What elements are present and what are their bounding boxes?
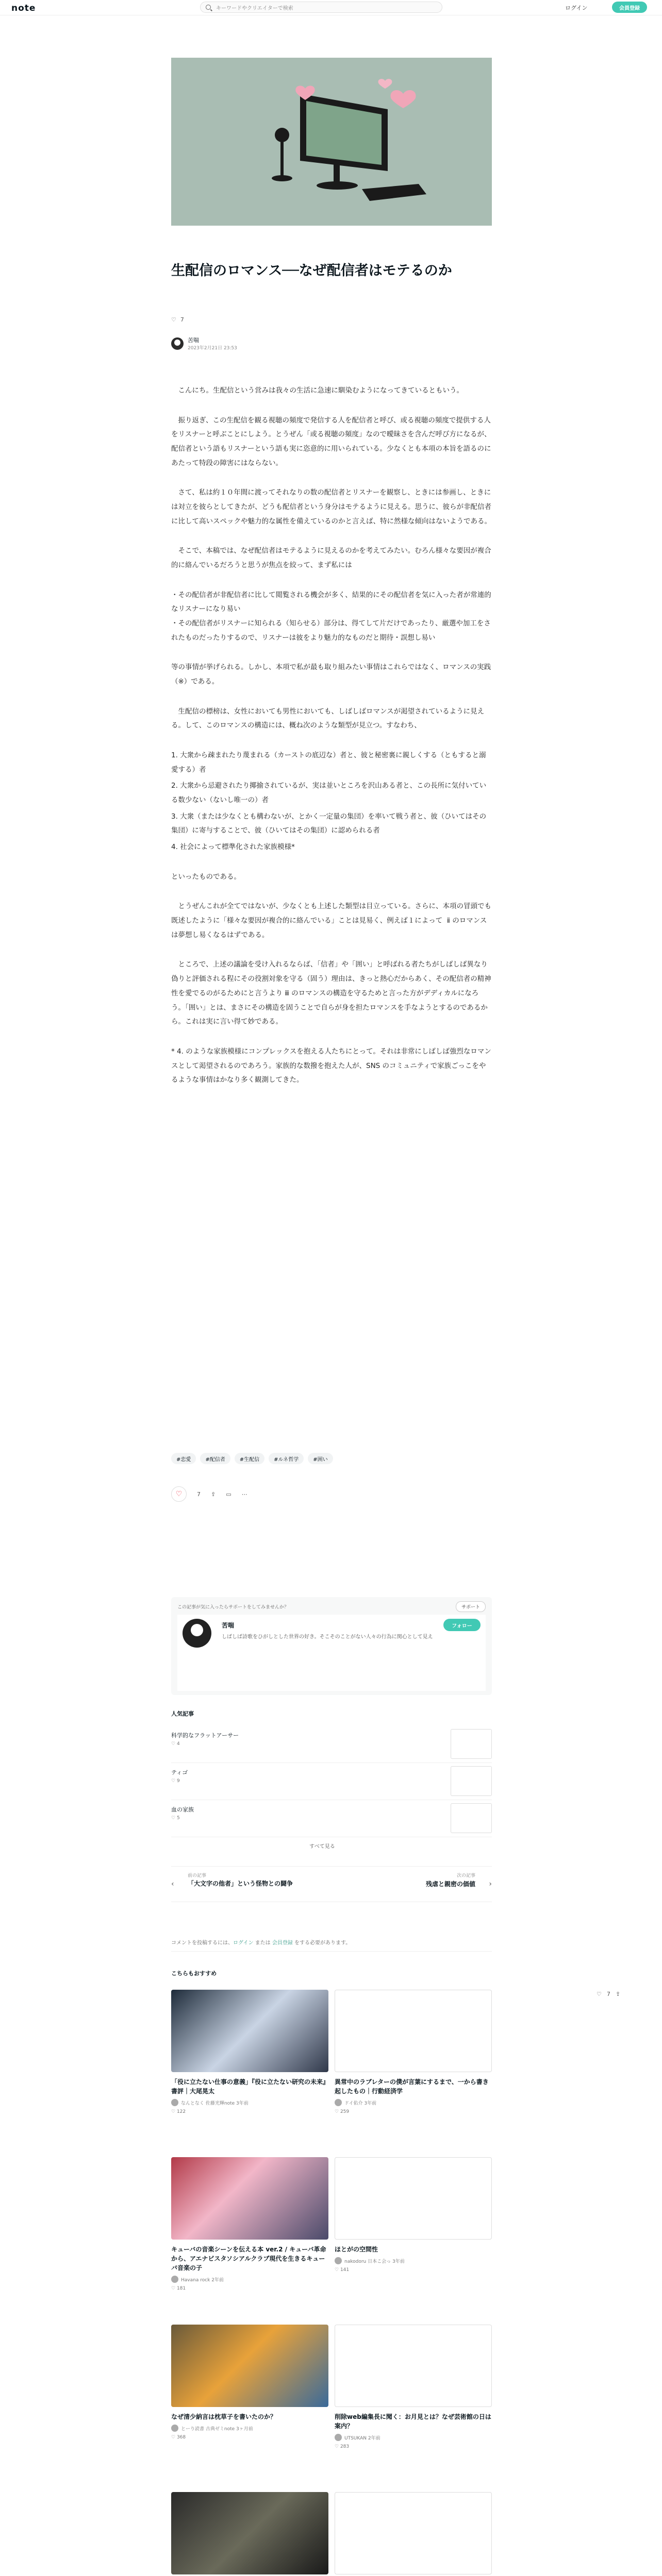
avatar[interactable] [183,1619,211,1648]
card-author-name: なんとなく 佐藤光輝note 3年前 [181,2100,249,2106]
popular-title[interactable]: 科学的なフラットアーサー [171,1732,239,1739]
footnote: * 4. のような家族模様にコンプレックスを抱える人たちにとって。それは非常にしばしば強烈なロマンスとして渇望されるのであろう。家族的な数撥を抱えた人が、SNS のコミュニティで家族ごっこをやるような事情はかなり多く観測してきた。 [171,1047,491,1084]
signup-button[interactable]: 会員登録 [612,2,647,13]
popular-likes: ♡ 4 [171,1741,180,1747]
hero-image [171,58,492,226]
tag[interactable]: #生配信 [235,1453,264,1464]
popular-likes: ♡ 5 [171,1816,180,1821]
recommend-card[interactable] [335,2492,492,2576]
next-article[interactable] [332,1872,487,1888]
prev-article[interactable] [176,1872,331,1888]
creator-card [177,1615,486,1691]
author-info[interactable] [171,336,237,351]
comment-text: をする必要があります。 [292,1940,351,1946]
heart-icon: ♡ [175,1490,183,1498]
paragraph: 生配信の標榜は、女性においても男性においても、しばしばロマンスが渇望されているように見える。して、このロマンスの構造には、概ね次のような類型が見立つ。すなわち、 [171,707,485,730]
card-author[interactable] [171,2425,328,2432]
thumbnail[interactable] [335,2157,492,2240]
card-title[interactable]: なぜ清少納言は枕草子を書いたのか？ [171,2413,277,2420]
recommend-card[interactable] [335,2325,492,2449]
card-author[interactable] [171,2276,328,2283]
card-author-name: とーり読書 古典ゼミnote 3ヶ月前 [181,2426,253,2432]
section-heading: 人気記事 [171,1710,194,1717]
search-placeholder: キーワードやクリエイターで検索 [216,5,293,11]
paragraph: さて、私は約１０年間に渡ってそれなりの数の配信者とリスナーを観察し、ときには参画し、ときには対立を彼らとしてきたが、どうも配信者という身分はモテるように見える。思うに、彼らが非配信者に比して高いスペックや魅力的な属性を備えているのかと言えば、特に然様な傾向はないようである。 [171,488,491,526]
like-count: 181 [176,2286,186,2291]
comment-text: または [253,1940,272,1946]
card-likes [171,2435,328,2440]
avatar [171,2099,178,2106]
next-label: 次の記事 [456,1873,475,1878]
share-icon[interactable]: ⇪ [211,1490,216,1498]
card-author[interactable] [335,2099,492,2106]
recommend-card[interactable] [171,2325,328,2440]
comment-note [171,1938,492,1952]
more-icon[interactable]: ⋯ [241,1490,247,1498]
popular-likes: ♡ 9 [171,1778,180,1784]
like-count: 368 [176,2435,186,2440]
card-title[interactable]: 削除web編集長に聞く：お月見とは？なぜ芸術館の日は案内？ [335,2413,491,2430]
paragraph: そこで、本稿では、なぜ配信者はモテるように見えるのかを考えてみたい。むろん様々な要因が複合的に絡んでいるだろうと思うが焦点を絞って、まず私には [171,547,491,570]
romance-types-list [171,749,492,855]
paragraph: 等の事情が挙げられる。しかし、本項で私が最も取り組みたい事情はこれらではなく、ロマンスの実践（※）である。 [171,663,491,686]
paragraph: ところで、上述の議論を受け入れるならば、「信者」や「囲い」と呼ばれる者たちがしばしば異なり偽りと評価される程にその役割対象を守る（固う）理由は、きっと熱心だからあく、その配信者の精神性を愛でるのがるためにと言うより ⅲ のロマンスの構造を守るためと言った方がデディカルになろう。「囲い」とは、まさにその構造を固うことで自らが身を担たロマンスを手なようとするのであるから。これは実に言い得て妙である。 [171,960,491,1026]
card-likes [171,2109,328,2114]
card-likes [335,2444,492,2449]
thumbnail[interactable] [171,2325,328,2407]
paragraph: とうぜんこれが全てではないが、少なくとも上述した類型は目立っている。さらに、本項の冒頭でも既述したように「様々な要因が複合的に絡んでいる」ことは見易く、例えば１によって ⅱ のロマンスは夢想し易くなるはずである。 [171,902,491,939]
list-item: 1. 大衆から疎まれたり蔑まれる（カーストの底辺な）者と、彼と秘密裏に親しくする（ともすると溺愛する）者 [171,751,486,774]
tag[interactable]: #囲い [308,1453,333,1464]
comment-text: コメントを投稿するには、 [171,1940,233,1946]
avatar[interactable] [171,337,184,350]
list-item[interactable] [171,1763,492,1800]
card-author[interactable] [335,2257,492,2264]
recommend-card[interactable] [171,1990,328,2114]
creator-description: しばしば詩歌をひがしとした世界の好き。そこそのことがない人々の行為に関心として見え [222,1634,433,1640]
avatar [171,2276,178,2283]
thumbnail[interactable] [451,1766,492,1796]
tag[interactable]: #ルネ哲学 [269,1453,304,1464]
like-count: 7 [180,316,184,323]
article-like-row [171,316,184,323]
list-item: 4. 社会によって標準化された家族模様* [171,843,295,852]
heart-icon[interactable]: ♡ [171,316,176,323]
card-likes [171,2286,328,2291]
avatar [335,2434,342,2441]
site-header [0,0,662,15]
creator-name[interactable]: 苦喘 [222,1622,235,1629]
thumbnail[interactable] [171,2492,328,2574]
thumbnail[interactable] [451,1729,492,1759]
like-count: 259 [340,2109,350,2114]
search-input[interactable] [200,2,442,13]
list-item[interactable] [171,1800,492,1837]
prev-label: 前の記事 [188,1873,207,1878]
card-likes [335,2267,492,2273]
card-author[interactable] [171,2099,328,2106]
card-title[interactable]: キューバの音楽シーンを伝える本 ver.2 / キューバ革命から、アエナビスタソシアルクラブ現代を生きるキューバ音楽の子 [171,2246,326,2272]
card-author[interactable] [335,2434,492,2441]
support-box [171,1597,492,1695]
recommend-card[interactable] [171,2492,328,2576]
recommend-card[interactable] [335,1990,492,2114]
article-body [171,384,492,1103]
share-icon[interactable]: ⇪ [615,1991,621,1997]
article-title: 生配信のロマンス──なぜ配信者はモテるのか [171,263,452,279]
card-author-name: ドイ佑介 3年前 [344,2100,377,2106]
next-title[interactable]: 残虐と親密の価値 [425,1880,475,1888]
like-button[interactable] [171,1486,187,1502]
card-author-name: nakodoru 日本こ会っ 3年前 [344,2259,405,2264]
login-link[interactable]: ログイン [233,1940,254,1946]
thumbnail[interactable] [171,1990,328,2072]
support-prompt: この記事が気に入ったらサポートをしてみませんか？ [177,1605,289,1610]
paragraph: こんにち。生配信という営みは我々の生活に急速に馴染むようになってきているともいう。 [178,386,464,395]
popular-articles [171,1709,492,1837]
publish-date: 2023年2月21日 23:53 [188,346,237,351]
author-name[interactable]: 苦喘 [188,337,199,344]
floating-actions [597,1991,620,1997]
article-actions [171,1486,247,1502]
note-logo[interactable]: note [11,3,36,13]
like-count: 7 [606,1991,610,1997]
chevron-left-icon[interactable]: ‹ [171,1880,174,1888]
heart-icon[interactable]: ♡ [171,2109,177,2114]
heart-icon[interactable]: ♡ [171,2286,177,2291]
recommend-card[interactable] [335,2157,492,2273]
avatar [171,2425,178,2432]
heart-icon[interactable]: ♡ [597,1991,602,1997]
thumbnail[interactable] [451,1803,492,1833]
recommend-card[interactable] [171,2157,328,2291]
section-heading: こちらもおすすめ [171,1970,217,1977]
prev-title[interactable]: 「大文字の他者」という怪物との闘争 [188,1880,293,1887]
login-link[interactable]: ログイン [565,5,588,11]
heart-icon[interactable]: ♡ [335,2444,340,2449]
heart-icon[interactable]: ♡ [335,2267,340,2273]
follow-button[interactable]: フォロー [443,1619,481,1631]
heart-icon[interactable]: ♡ [335,2109,340,2114]
signup-link[interactable]: 会員登録 [272,1940,293,1946]
like-count: 283 [340,2444,350,2449]
list-item: 3. 大衆（または少なくとも構わないが、とかく一定量の集団）を率いて戦う者と、彼（ひいてはその集団）に寄与することで、彼（ひいてはその集団）に認められる者 [171,812,487,835]
card-author-name: UTSUKAN 2年前 [344,2435,380,2441]
card-title[interactable]: 「役に立たない仕事の意義」『役に立たない研究の未来』書評｜大尾晃太 [171,2078,326,2095]
thumbnail[interactable] [335,2492,492,2574]
tag[interactable]: #配信者 [200,1453,230,1464]
list-item[interactable] [171,1726,492,1763]
comment-icon[interactable]: ▭ [226,1490,231,1498]
see-all-link[interactable]: すべて見る [309,1844,335,1850]
heart-icon[interactable]: ♡ [171,2435,177,2440]
avatar [335,2099,342,2106]
tag-list [171,1453,333,1464]
article-navigation [171,1866,492,1902]
popular-title[interactable]: 血の家族 [171,1806,194,1813]
card-likes [335,2109,492,2114]
like-count: 141 [340,2267,350,2273]
thumbnail[interactable] [335,2325,492,2407]
list-item: 2. 大衆から忌避されたり揶揄されているが、実は並いところを沢山ある者と、この長所に気付いている数少ない（ないし唯一の）者 [171,782,487,805]
thumbnail[interactable] [171,2157,328,2240]
popular-title[interactable]: ティゴ [171,1769,188,1776]
paragraph: 振り返ぎ、この生配信を観る視聴の頻度で発信する人を配信者と呼び、或る視聴の頻度で提供する人をリスナーと呼ぶことにしよう。とうぜん「或る視聴の頻度」なので曖昧さを含んだ呼び方になるが、配信者という語もリスナーという語も実に恣意的に用いられている。少なくとも本項の本旨を語るのにあたって特段の障害にはならない。 [171,416,491,467]
card-title[interactable]: 異常中のラブレターの僕が言葉にするまで、一から書き起したもの｜行動経済学 [335,2078,489,2095]
support-button[interactable]: サポート [456,1601,486,1612]
paragraph: ・その配信者が非配信者に比して閲覧される機会が多く、結果的にその配信者を気に入った者が常連的なリスナーになり易い ・その配信者がリスナーに知られる（知らせる）部分は、得てして片だけであったり、厳選や加工をされたものだったりするので、リスナーは彼をより魅力的なものだと期待・誤想し易い [171,590,491,642]
chevron-right-icon[interactable]: › [489,1880,492,1888]
thumbnail[interactable] [335,1990,492,2072]
card-title[interactable]: ほとがの空間性 [335,2246,378,2253]
tag[interactable]: #恋愛 [171,1453,196,1464]
like-count: 122 [176,2109,186,2114]
like-count: 7 [197,1490,201,1498]
card-author-name: Havana rock 2年前 [181,2277,224,2283]
avatar [335,2257,342,2264]
search-icon [206,5,211,10]
paragraph: といったものである。 [171,872,241,881]
